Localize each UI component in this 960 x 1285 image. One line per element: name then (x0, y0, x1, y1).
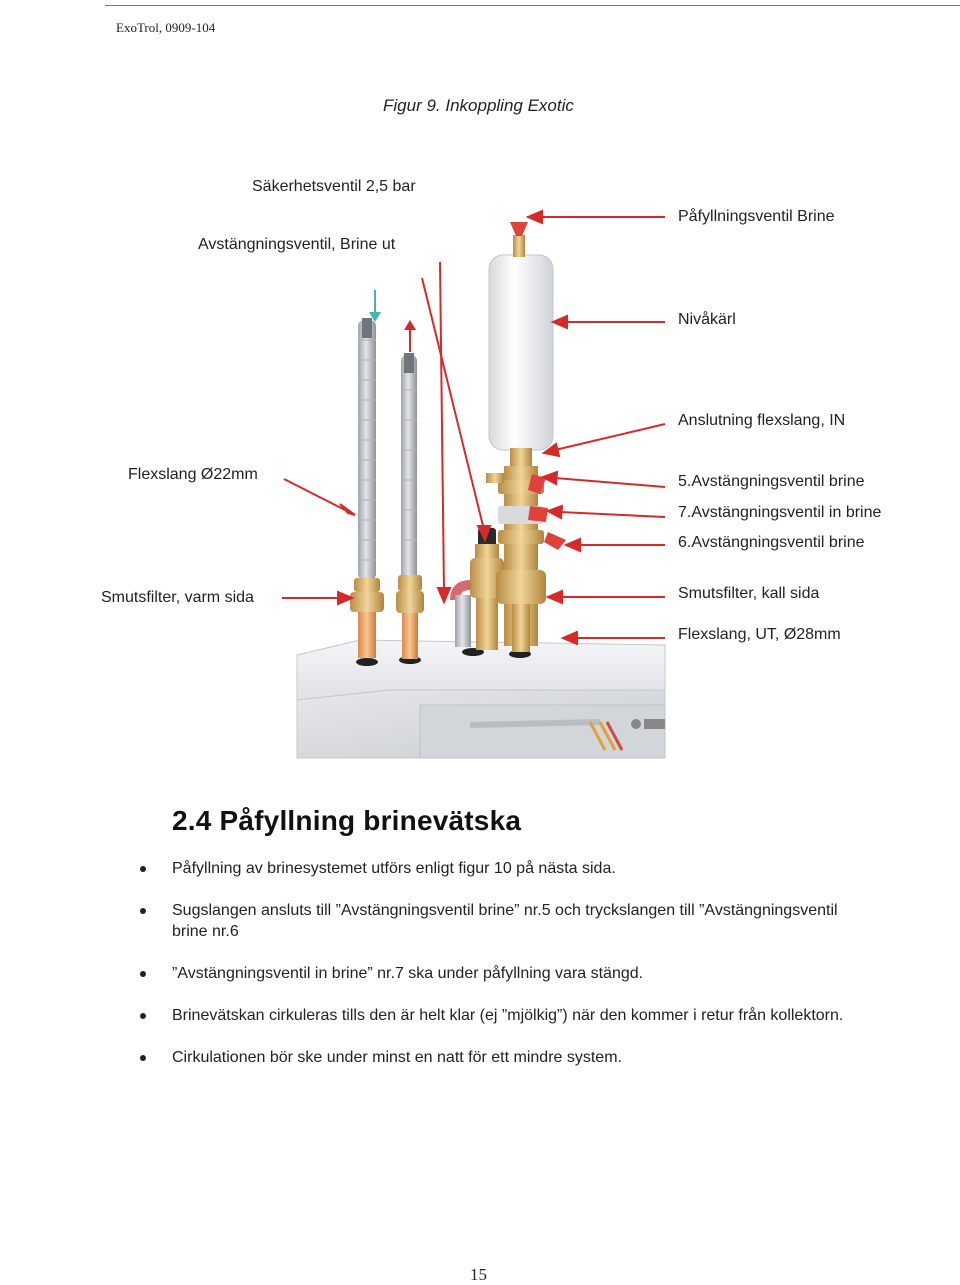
label-pafyllningsventil: Påfyllningsventil Brine (678, 208, 835, 225)
flexhose-warm-in (350, 318, 384, 658)
label-flexslang-22: Flexslang Ø22mm (128, 466, 258, 483)
bullet-icon (140, 1055, 146, 1061)
list-item: Brinevätskan cirkuleras tills den är helt klar (ej ”mjölkig”) när den kommer i retur från kollektorn. (140, 1005, 860, 1026)
bullet-icon (140, 866, 146, 872)
label-sakerhetsventil: Säkerhetsventil 2,5 bar (252, 178, 416, 195)
label-flexslang-ut: Flexslang, UT, Ø28mm (678, 626, 841, 643)
fill-valve-handle-icon (510, 222, 528, 236)
list-item: Cirkulationen bör ske under minst en natt för ett mindre system. (140, 1047, 860, 1068)
brand-logo-icon (631, 719, 641, 729)
list-item: ”Avstängningsventil in brine” nr.7 ska under påfyllning vara stängd. (140, 963, 860, 984)
valve-7-handle-icon (528, 506, 548, 522)
heat-pump-cabinet (297, 640, 665, 758)
flexhose-warm-out (396, 353, 424, 659)
label-anslutning-in: Anslutning flexslang, IN (678, 412, 846, 429)
section-heading: 2.4 Påfyllning brinevätska (172, 805, 522, 836)
bullet-icon (140, 971, 146, 977)
label-smutsfilter-varm: Smutsfilter, varm sida (101, 589, 254, 606)
label-ventil-7: 7.Avstängningsventil in brine (678, 504, 882, 521)
bullet-icon (140, 908, 146, 914)
label-avstangning-brine-ut: Avstängningsventil, Brine ut (198, 236, 396, 253)
label-ventil-6: 6.Avstängningsventil brine (678, 534, 865, 551)
label-nivakarl: Nivåkärl (678, 311, 736, 328)
flexhose-cold-out (455, 585, 471, 647)
document-reference: ExoTrol, 0909-104 (116, 20, 216, 35)
flow-out-arrow-icon (404, 320, 416, 330)
list-item: Påfyllning av brinesystemet utförs enligt figur 10 på nästa sida. (140, 858, 860, 879)
label-ventil-5: 5.Avstängningsventil brine (678, 473, 865, 490)
label-smutsfilter-kall: Smutsfilter, kall sida (678, 585, 820, 602)
instruction-list (140, 858, 860, 1089)
flow-arrows (369, 290, 416, 352)
bullet-icon (140, 1013, 146, 1019)
expansion-tank (489, 222, 553, 466)
figure-caption: Figur 9. Inkoppling Exotic (383, 96, 574, 115)
page-number: 15 (470, 1265, 487, 1284)
valve-6-handle-icon (544, 532, 566, 550)
list-item: Sugslangen ansluts till ”Avstängningsventil brine” nr.5 och tryckslangen till ”Avstängningsventil brine nr.6 (140, 900, 860, 942)
